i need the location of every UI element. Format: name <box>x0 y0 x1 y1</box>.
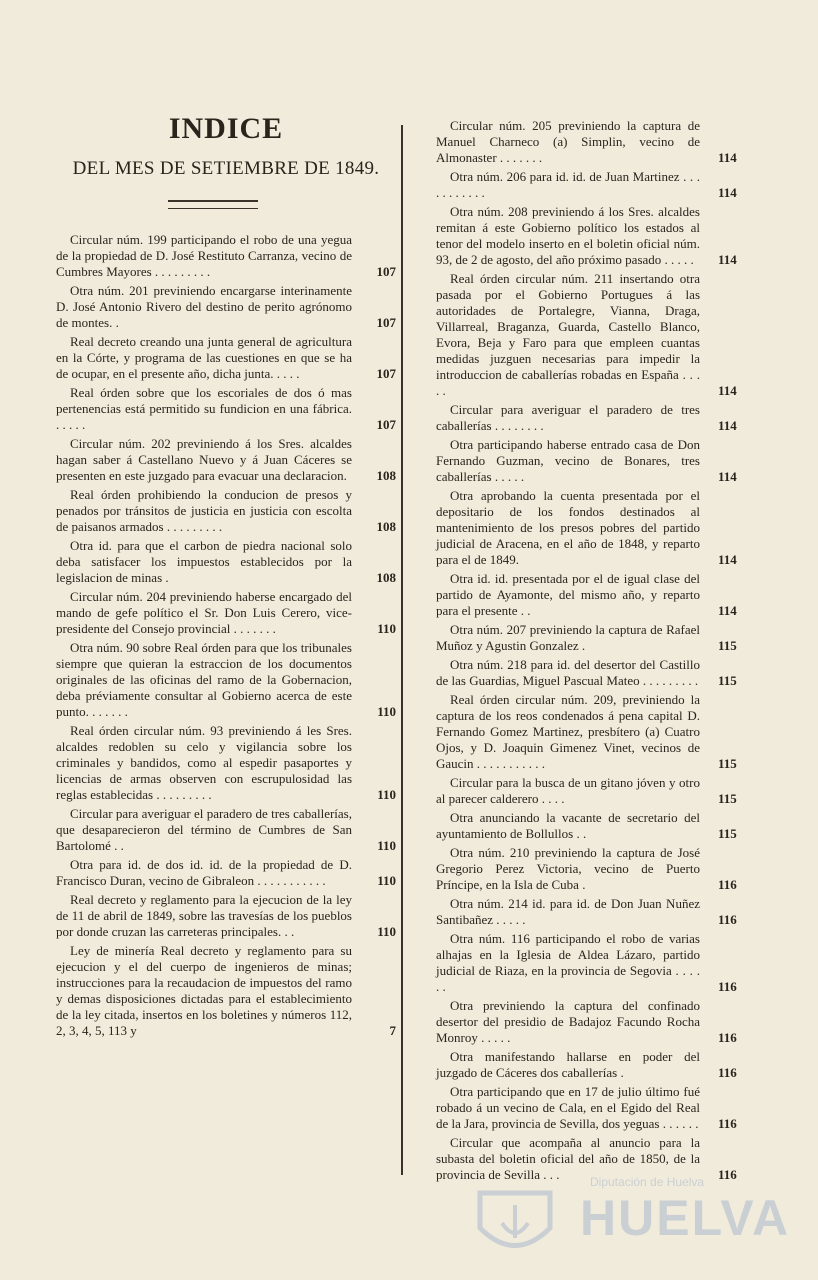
index-entry <box>56 232 396 280</box>
index-entry-text: Otra manifestando hallarse en poder del juzgado de Cáceres dos caballerías . <box>436 1049 700 1080</box>
index-entry <box>56 385 396 433</box>
title-rule <box>168 200 258 209</box>
index-entry-page: 114 <box>718 469 737 484</box>
index-entry-text: Real órden circular núm. 209, previniendo la captura de los reos condenados á pena capital D. Fernando Gomez Martinez, presbítero (a) Cuatro Ojos, y D. Joaquin Gimenez Vinet, vecinos de Gaucin . . . . . . . . . . . <box>436 692 700 771</box>
index-entry-page: 107 <box>376 315 396 330</box>
index-entry-text: Otra núm. 201 previniendo encargarse interinamente D. José Antonio Rivero del destino de perito agrónomo de montes. . <box>56 283 352 330</box>
index-entry <box>56 857 396 889</box>
index-entry-page: 116 <box>718 912 737 927</box>
index-entry-text: Real órden circular núm. 211 insertando otra pasada por el Gobierno Portugues á las autoridades de Portalegre, Vianna, Draga, Villarreal, Braganza, Guarda, Castello Blanco, Evora, Beja y Faro para que empleen cuantas medidas juzguen necesarias para impedir la introduccion de caballerías robadas en España . . . . . <box>436 271 700 398</box>
index-entry-page: 114 <box>718 552 737 567</box>
index-entry-page: 7 <box>389 1023 396 1038</box>
index-entry <box>56 640 396 720</box>
index-entry-text: Ley de minería Real decreto y reglamento para su ejecucion y el del cuerpo de ingenieros de minas; instrucciones para la recaudacion de impuestos del ramo y demas disposiciones dictadas para el establecimiento de la ley citada, insertos en los boletines y números 112, 2, 3, 4, 5, 113 y <box>56 943 352 1038</box>
page-subtitle: DEL MES DE SETIEMBRE DE 1849. <box>72 158 380 179</box>
index-entry <box>436 169 736 201</box>
index-entry-text: Otra anunciando la vacante de secretario del ayuntamiento de Bollullos . . <box>436 810 700 841</box>
index-entry <box>436 896 736 928</box>
index-entry-text: Circular núm. 205 previniendo la captura de Manuel Charneco (a) Simplin, vecino de Almonaster . . . . . . . <box>436 118 700 165</box>
index-entry <box>436 998 736 1046</box>
index-entry-text: Otra participando que en 17 de julio último fué robado á un vecino de Cala, en el Egido del Real de la Jara, provincia de Sevilla, dos yeguas . . . . . . <box>436 1084 700 1131</box>
index-entry <box>436 571 736 619</box>
index-entry-text: Otra para id. de dos id. id. de la propiedad de D. Francisco Duran, vecino de Gibraleon . . . . . . . . . . . <box>56 857 352 888</box>
index-entry-page: 114 <box>718 252 737 267</box>
index-entry <box>436 118 736 166</box>
index-entry <box>56 589 396 637</box>
index-entry-text: Circular para la busca de un gitano jóven y otro al parecer calderero . . . . <box>436 775 700 806</box>
index-entry <box>56 943 396 1039</box>
watermark <box>440 1175 791 1265</box>
index-entry-page: 107 <box>376 366 396 381</box>
index-entry-page: 116 <box>718 1030 737 1045</box>
index-entry-page: 114 <box>718 383 737 398</box>
index-entry-page: 110 <box>377 621 396 636</box>
index-entry-page: 114 <box>718 603 737 618</box>
index-entry-page: 107 <box>376 264 396 279</box>
index-entry-text: Otra núm. 116 participando el robo de varias alhajas en la Iglesia de Aldea Lázaro, partido judicial de Riaza, en la provincia de Segovia . . . . . . <box>436 931 700 994</box>
index-entry <box>56 723 396 803</box>
index-entry-text: Otra núm. 207 previniendo la captura de Rafael Muñoz y Agustin Gonzalez . <box>436 622 700 653</box>
index-entry-page: 116 <box>718 1116 737 1131</box>
index-entry-page: 116 <box>718 979 737 994</box>
index-entry <box>436 810 736 842</box>
index-entry-text: Otra núm. 206 para id. id. de Juan Martinez . . . . . . . . . . . <box>436 169 700 200</box>
index-entry-text: Otra núm. 210 previniendo la captura de José Gregorio Perez Victoria, vecino de Puerto Príncipe, en la Isla de Cuba . <box>436 845 700 892</box>
index-entry <box>56 283 396 331</box>
index-entry <box>436 692 736 772</box>
index-entry-page: 110 <box>377 787 396 802</box>
index-entry-text: Real órden prohibiendo la conducion de presos y penados por tránsitos de justicia en justicia con escolta de paisanos armados . . . . . . . . . <box>56 487 352 534</box>
index-entry-text: Otra núm. 214 id. para id. de Don Juan Nuñez Santibañez . . . . . <box>436 896 700 927</box>
index-entry <box>56 892 396 940</box>
index-entry-text: Otra aprobando la cuenta presentada por el depositario de los fondos destinados al mantenimiento de los presos pobres del partido judicial de Aracena, en el año de 1848, y reparto para el de 1849. <box>436 488 700 567</box>
index-entry-page: 110 <box>377 838 396 853</box>
index-entry-page: 107 <box>376 417 396 432</box>
index-entry <box>436 271 736 399</box>
watermark-subtext: Diputación de Huelva <box>590 1175 705 1189</box>
index-entry <box>436 1084 736 1132</box>
index-entry-text: Circular para averiguar el paradero de tres caballerías, que desaparecieron del término de Cumbres de San Bartolomé . . <box>56 806 352 853</box>
index-entry-page: 115 <box>718 756 737 771</box>
page-title: INDICE <box>168 112 284 145</box>
index-entry-text: Circular núm. 204 previniendo haberse encargado del mando de gefe político el Sr. Don Luis Cerero, vice-presidente del Consejo provincial . . . . . . . <box>56 589 352 636</box>
index-entry-page: 110 <box>377 704 396 719</box>
index-entry-text: Otra id. id. presentada por el de igual clase del partido de Ayamonte, del mismo año, y reparto para el presente . . <box>436 571 700 618</box>
index-entry-page: 114 <box>718 150 737 165</box>
index-entry-page: 115 <box>718 673 737 688</box>
watermark-text: HUELVA <box>580 1190 791 1246</box>
index-entry-text: Circular para averiguar el paradero de tres caballerías . . . . . . . . <box>436 402 700 433</box>
index-entry <box>436 931 736 995</box>
index-entry-page: 115 <box>718 791 737 806</box>
index-entry <box>436 845 736 893</box>
index-entry <box>56 436 396 484</box>
index-entry <box>56 538 396 586</box>
index-entry-page: 108 <box>376 519 396 534</box>
left-index-list <box>56 232 396 1042</box>
index-entry-page: 115 <box>718 638 737 653</box>
index-entry <box>436 622 736 654</box>
index-entry-page: 115 <box>718 826 737 841</box>
index-entry <box>436 437 736 485</box>
index-entry-page: 116 <box>718 1065 737 1080</box>
crest-icon <box>470 1183 560 1263</box>
index-entry-text: Circular que acompaña al anuncio para la subasta del boletin oficial del año de 1850, de la provincia de Sevilla . . . <box>436 1135 700 1182</box>
index-entry <box>436 657 736 689</box>
right-index-list <box>436 118 736 1186</box>
index-entry-page: 108 <box>376 570 396 585</box>
index-entry-text: Otra previniendo la captura del confinado desertor del presidio de Badajoz Facundo Rocha Monroy . . . . . <box>436 998 700 1045</box>
index-entry-text: Real órden sobre que los escoriales de dos ó mas pertenencias está permitido su fundicion en una fábrica. . . . . . <box>56 385 352 432</box>
index-entry-page: 116 <box>718 877 737 892</box>
index-entry-text: Otra id. para que el carbon de piedra nacional solo deba satisfacer los impuestos establecidos por la legislacion de minas . <box>56 538 352 585</box>
index-entry-page: 108 <box>376 468 396 483</box>
index-entry-text: Real decreto creando una junta general de agricultura en la Córte, y programa de las cuestiones en que se ha de ocupar, en el presente año, dicha junta. . . . . <box>56 334 352 381</box>
index-entry-page: 114 <box>718 418 737 433</box>
column-divider <box>401 125 403 1175</box>
index-entry-page: 110 <box>377 924 396 939</box>
index-entry-text: Otra participando haberse entrado casa de Don Fernando Guzman, vecino de Bonares, tres caballerías . . . . . <box>436 437 700 484</box>
index-entry <box>56 487 396 535</box>
index-entry-page: 116 <box>718 1167 737 1182</box>
index-entry-page: 114 <box>718 185 737 200</box>
index-entry <box>56 806 396 854</box>
index-entry <box>436 775 736 807</box>
index-entry-text: Real decreto y reglamento para la ejecucion de la ley de 11 de abril de 1849, sobre las travesías de los pueblos por donde cruzan las carreteras principales. . . <box>56 892 352 939</box>
index-entry-text: Otra núm. 90 sobre Real órden para que los tribunales siempre que quieran la estraccion de los documentos originales de las oficinas del ramo de la Gobernacion, deba préviamente consultar al Gobierno acerca de este punto. . . . . . . <box>56 640 352 719</box>
index-entry-text: Otra núm. 208 previniendo á los Sres. alcaldes remitan á este Gobierno político los estados al tenor del modelo inserto en el boletin oficial núm. 93, de 2 de agosto, del año próximo pasado . . . . . <box>436 204 700 267</box>
index-entry <box>436 402 736 434</box>
index-entry-text: Otra núm. 218 para id. del desertor del Castillo de las Guardias, Miguel Pascual Mateo . . . . . . . . . <box>436 657 700 688</box>
index-entry-page: 110 <box>377 873 396 888</box>
index-entry <box>436 204 736 268</box>
index-entry-text: Circular núm. 199 participando el robo de una yegua de la propiedad de D. José Restituto Carranza, vecino de Cumbres Mayores . . . . . . . . . <box>56 232 352 279</box>
index-entry-text: Circular núm. 202 previniendo á los Sres. alcaldes hagan saber á Castellano Nuevo y á Juan Cáceres se presenten en este juzgado para evacuar una declaracion. <box>56 436 352 483</box>
index-entry <box>436 1049 736 1081</box>
index-entry <box>56 334 396 382</box>
index-entry-text: Real órden circular núm. 93 previniendo á les Sres. alcaldes redoblen su celo y vigilancia sobre los criminales y bandidos, como al espedir pasaportes y licencias de armas observen con escrupulosidad las reglas establecidas . . . . . . . . . <box>56 723 352 802</box>
index-entry <box>436 488 736 568</box>
